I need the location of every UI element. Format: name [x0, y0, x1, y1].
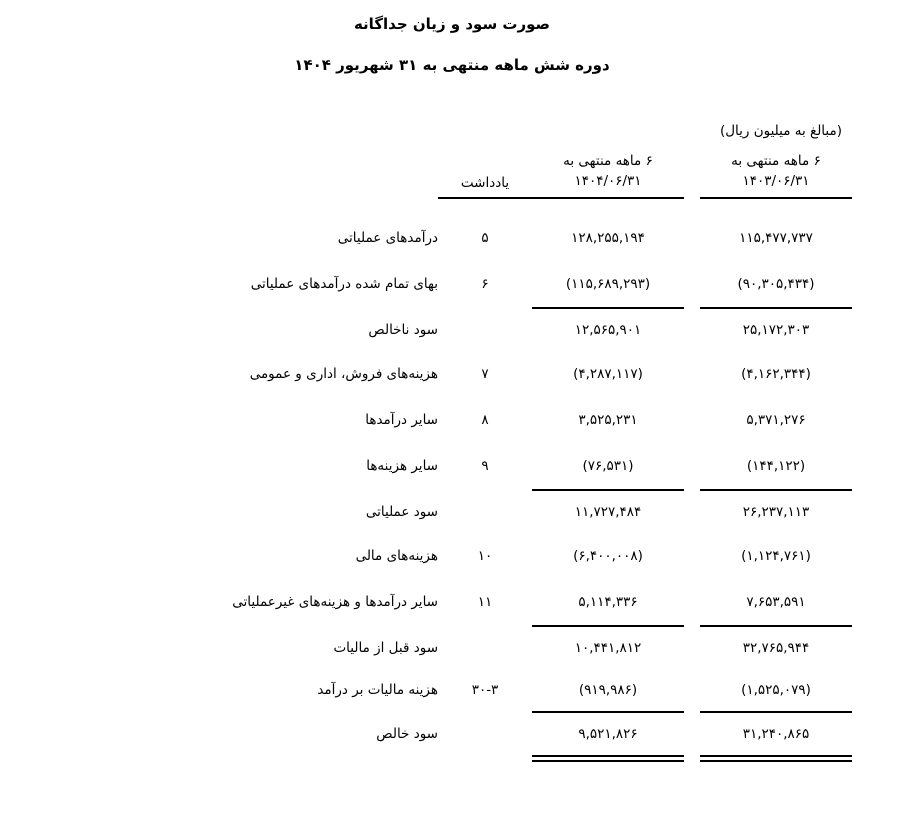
document-header — [0, 0, 904, 75]
table-row — [0, 669, 904, 711]
row-label: سایر هزینه‌ها — [366, 458, 438, 474]
grand-total-rule-pad — [852, 755, 904, 762]
row-current-value: (۴,۲۸۷,۱۱۷) — [573, 366, 643, 382]
row-previous-value: ۱۱۵,۴۷۷,۷۳۷ — [739, 230, 813, 246]
row-label: درآمدهای عملیاتی — [337, 230, 438, 246]
row-note: ۱۰ — [477, 548, 493, 564]
table-row — [0, 261, 904, 307]
row-gap — [684, 713, 700, 755]
row-previous-value: ۷,۶۵۳,۵۹۱ — [746, 594, 806, 610]
table-row-subtotal — [0, 309, 904, 351]
row-pad — [852, 491, 904, 533]
row-previous-value: ۳۱,۲۴۰,۸۶۵ — [742, 726, 810, 742]
row-previous-value: (۱,۵۲۵,۰۷۹) — [741, 682, 811, 698]
column-header-current-line2: ۱۴۰۴/۰۶/۳۱ — [574, 173, 642, 189]
column-header-current-line1: ۶ ماهه منتهی به — [563, 153, 653, 169]
page-subtitle: دوره شش ماهه منتهی به ۳۱ شهریور ۱۴۰۴ — [294, 56, 610, 74]
grand-total-rule-gap — [684, 755, 700, 762]
row-gap — [684, 261, 700, 307]
row-previous-value: (۱,۱۲۴,۷۶۱) — [741, 548, 811, 564]
row-current-value: ۱۱,۷۲۷,۴۸۴ — [574, 504, 642, 520]
grand-total-rule-note — [438, 755, 532, 762]
row-current-value: (۹۱۹,۹۸۶) — [578, 682, 638, 698]
row-current-value: (۷۶,۵۳۱) — [582, 458, 634, 474]
row-gap — [684, 627, 700, 669]
table-row — [0, 579, 904, 625]
row-note: ۶ — [481, 276, 489, 292]
units-note: (مبالغ به میلیون ریال) — [719, 123, 842, 139]
spacer-row — [0, 199, 904, 215]
row-label: سود عملیاتی — [365, 504, 438, 520]
row-note — [438, 713, 532, 755]
row-label: سایر درآمدها و هزینه‌های غیرعملیاتی — [232, 594, 438, 610]
row-label: سود خالص — [376, 726, 438, 742]
table-body — [0, 199, 904, 762]
row-gap — [684, 491, 700, 533]
row-gap — [684, 309, 700, 351]
row-pad — [852, 309, 904, 351]
column-header-previous — [700, 151, 852, 197]
row-label: سود قبل از مالیات — [333, 640, 438, 656]
column-header-current — [532, 151, 684, 197]
table-row-total — [0, 713, 904, 755]
grand-total-rule-current — [532, 755, 684, 762]
income-statement-table — [0, 151, 904, 762]
row-gap — [684, 397, 700, 443]
row-pad — [852, 533, 904, 579]
table-row — [0, 215, 904, 261]
row-label: هزینه‌های مالی — [355, 548, 438, 564]
row-label: هزینه‌های فروش، اداری و عمومی — [249, 366, 438, 382]
row-label: سود ناخالص — [368, 322, 438, 338]
row-previous-value: ۳۲,۷۶۵,۹۴۴ — [742, 640, 810, 656]
row-current-value: (۶,۴۰۰,۰۰۸) — [573, 548, 643, 564]
row-note: ۵ — [481, 230, 489, 246]
row-note: ۸ — [481, 412, 489, 428]
table-row-subtotal — [0, 491, 904, 533]
row-current-value: ۵,۱۱۴,۳۳۶ — [578, 594, 638, 610]
row-label: هزینه مالیات بر درآمد — [317, 682, 438, 698]
row-note: ۹ — [481, 458, 489, 474]
row-gap — [684, 215, 700, 261]
row-pad — [852, 579, 904, 625]
grand-total-rule-previous — [700, 755, 852, 762]
row-note — [438, 491, 532, 533]
row-label: سایر درآمدها — [365, 412, 438, 428]
table-row — [0, 397, 904, 443]
row-pad — [852, 443, 904, 489]
row-pad — [852, 627, 904, 669]
row-pad — [852, 261, 904, 307]
row-previous-value: ۵,۳۷۱,۲۷۶ — [746, 412, 806, 428]
row-current-value: ۳,۵۲۵,۲۳۱ — [578, 412, 638, 428]
table-row-subtotal — [0, 627, 904, 669]
grand-total-rule-row — [0, 755, 904, 762]
row-note: ۱۱ — [477, 594, 493, 610]
page-title: صورت سود و زیان جداگانه — [353, 15, 551, 33]
row-gap — [684, 443, 700, 489]
column-header-previous-line2: ۱۴۰۳/۰۶/۳۱ — [742, 173, 810, 189]
header-gap — [684, 151, 700, 197]
row-current-value: ۱۲۸,۲۵۵,۱۹۴ — [571, 230, 645, 246]
row-note: ۷ — [481, 366, 489, 382]
column-header-label — [0, 151, 438, 197]
row-current-value: ۱۰,۴۴۱,۸۱۲ — [574, 640, 642, 656]
row-pad — [852, 713, 904, 755]
row-previous-value: (۴,۱۶۲,۳۴۴) — [741, 366, 811, 382]
row-previous-value: ۲۵,۱۷۲,۳۰۳ — [742, 322, 810, 338]
row-pad — [852, 669, 904, 711]
row-current-value: ۱۲,۵۶۵,۹۰۱ — [574, 322, 642, 338]
row-pad — [852, 397, 904, 443]
row-note — [438, 309, 532, 351]
column-header-note: یادداشت — [460, 175, 510, 191]
table-row — [0, 533, 904, 579]
row-pad — [852, 351, 904, 397]
table-row — [0, 351, 904, 397]
row-label: بهای تمام شده درآمدهای عملیاتی — [250, 276, 438, 292]
column-header-previous-line1: ۶ ماهه منتهی به — [731, 153, 821, 169]
row-gap — [684, 351, 700, 397]
row-previous-value: (۹۰,۳۰۵,۴۳۴) — [737, 276, 815, 292]
header-row — [0, 151, 904, 197]
grand-total-rule-label — [0, 755, 438, 762]
table-header — [0, 151, 904, 199]
row-previous-value: ۲۶,۲۳۷,۱۱۳ — [742, 504, 810, 520]
row-current-value: ۹,۵۲۱,۸۲۶ — [578, 726, 638, 742]
row-note — [438, 627, 532, 669]
row-note: ۳۰-۳ — [471, 682, 499, 698]
header-pad — [852, 151, 904, 197]
row-current-value: (۱۱۵,۶۸۹,۲۹۳) — [565, 276, 651, 292]
row-pad — [852, 215, 904, 261]
table-row — [0, 443, 904, 489]
row-gap — [684, 533, 700, 579]
row-gap — [684, 669, 700, 711]
row-gap — [684, 579, 700, 625]
row-previous-value: (۱۴۴,۱۲۲) — [746, 458, 806, 474]
